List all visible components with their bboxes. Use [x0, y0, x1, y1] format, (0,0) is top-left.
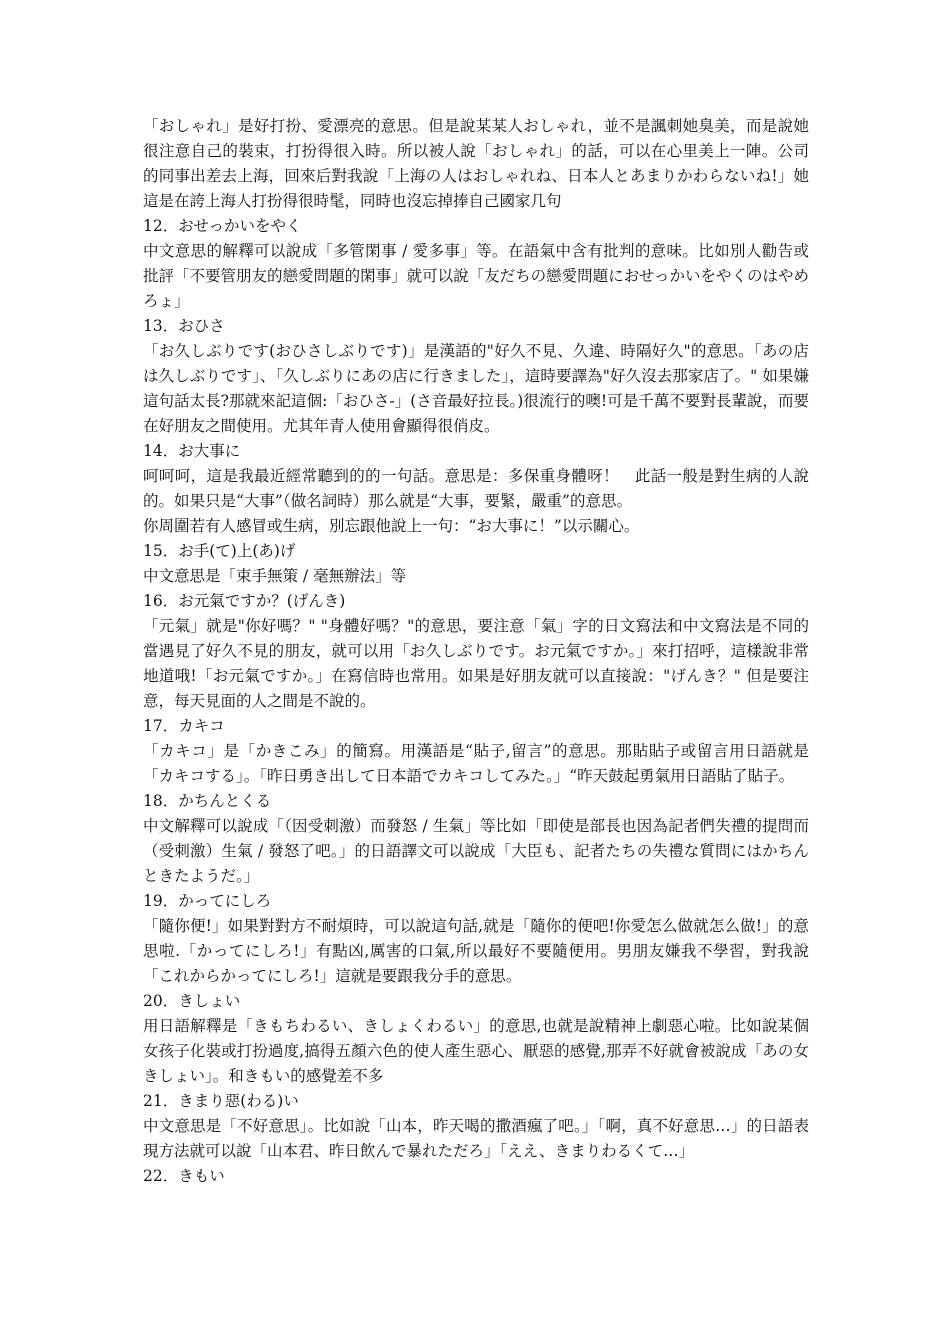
entry-heading-19: 19．かってにしろ [143, 892, 272, 910]
entry-heading-12: 12．おせっかいをやく [143, 217, 302, 235]
paragraph-ohisa: 「お久しぶりです(おひさしぶりです)」是漢語的"好久不見、久違、時隔好久"的意思。「あの店は久しぶりです」、「久しぶりにあの店に行きました」，這時要譯為"好久沒去那家店了。" 如果嫌這句話太長?那就來記這個:「おひさ-」(さ音最好拉長。)很流行的噢!可是千萬不要對長輩說，而要在好朋友之間使用。尤其年青人使用會顯得很俏皮。 [143, 342, 809, 435]
entry-heading-22: 22．きもい [143, 1167, 225, 1185]
paragraph-oteage: 中文意思是「束手無策 / 毫無辦法」等 [143, 567, 407, 585]
entry-heading-20: 20．きしょい [143, 992, 241, 1010]
entry-heading-18: 18．かちんとくる [143, 792, 272, 810]
paragraph-kimariwarui: 中文意思是「不好意思」。比如說「山本，昨天喝的撒酒瘋了吧。」「啊，真不好意思…」的日語表現方法就可以說「山本君、昨日飲んで暴れただろ」「ええ、きまりわるくて…」 [143, 1117, 809, 1160]
entry-heading-16: 16．お元氣ですか？(げんき) [143, 592, 346, 610]
paragraph-oshare: 「おしゃれ」是好打扮、愛漂亮的意思。但是說某某人おしゃれ，並不是諷刺她臭美，而是說她很注意自己的裝束，打扮得很入時。所以被人說「おしゃれ」的話，可以在心里美上一陣。公司的同事出差去上海，回來后對我說「上海の人はおしゃれね、日本人とあまりかわらないね!」她這是在誇上海人打扮得很時髦，同時也沒忘掉捧自己國家几句 [143, 117, 809, 210]
entry-heading-17: 17．カキコ [143, 717, 225, 735]
paragraph-kattenishiro: 「隨你便!」如果對對方不耐煩時，可以說這句話,就是「隨你的便吧!你愛怎么做就怎么做!」的意思啦.「かってにしろ!」有點凶,厲害的口氣,所以最好不要隨便用。男朋友嫌我不學習，對我說「これからかってにしろ!」這就是要跟我分手的意思。 [143, 917, 809, 985]
paragraph-ogenki: 「元氣」就是"你好嗎？" "身體好嗎？"的意思，要注意「氣」字的日文寫法和中文寫法是不同的當遇見了好久不見的朋友，就可以用「お久しぶりです。お元氣ですか。」來打招呼，這樣說非常地道哦!「お元氣ですか。」在寫信時也常用。如果是好朋友就可以直接說："げんき？" 但是要注意，每天見面的人之間是不說的。 [143, 617, 809, 710]
paragraph-kakiko: 「カキコ」是「かきこみ」的簡寫。用漢語是“貼子,留言”的意思。那貼貼子或留言用日語就是「カキコする」。「昨日勇き出して日本語でカキコしてみた。」“昨天鼓起勇氣用日語貼了貼子。 [143, 742, 809, 785]
document-body [143, 114, 809, 1189]
entry-heading-15: 15．お手(て)上(あ)げ [143, 542, 296, 560]
entry-heading-21: 21．きまり惡(わる)い [143, 1092, 299, 1110]
paragraph-osekkai: 中文意思的解釋可以說成「多管閑事 / 愛多事」等。在語氣中含有批判的意味。比如別人勸告或批評「不要管朋友的戀愛問題的閑事」就可以說「友だちの戀愛問題におせっかいをやくのはやめろょ」 [143, 242, 809, 310]
paragraph-odaijini-usage: 你周圍若有人感冒或生病，別忘跟他說上一句：“お大事に！”以示關心。 [143, 517, 640, 535]
paragraph-odaijini: 呵呵呵，這是我最近經常聽到的的一句話。意思是：多保重身體呀！ 此話一般是對生病的人說的。如果只是“大事”（做名詞時）那么就是“大事，要緊，嚴重”的意思。 [143, 467, 809, 510]
paragraph-kachin: 中文解釋可以說成「（因受刺激）而發怒 / 生氣」等比如「即使是部長也因為記者們失禮的提問而（受刺激）生氣 / 發怒了吧。」的日語譯文可以說成「大臣も、記者たちの失禮な質問にはかちんときたようだ。」 [143, 817, 809, 885]
entry-heading-13: 13．おひさ [143, 317, 225, 335]
entry-heading-14: 14．お大事に [143, 442, 241, 460]
paragraph-kishoi: 用日語解釋是「きもちわるい、きしょくわるい」的意思,也就是說精神上劇惡心啦。比如說某個女孩子化裝或打扮過度,搞得五顏六色的使人產生惡心、厭惡的感覺,那弄不好就會被說成「あの女きしょい」。和きもい的感覺差不多 [143, 1017, 809, 1085]
